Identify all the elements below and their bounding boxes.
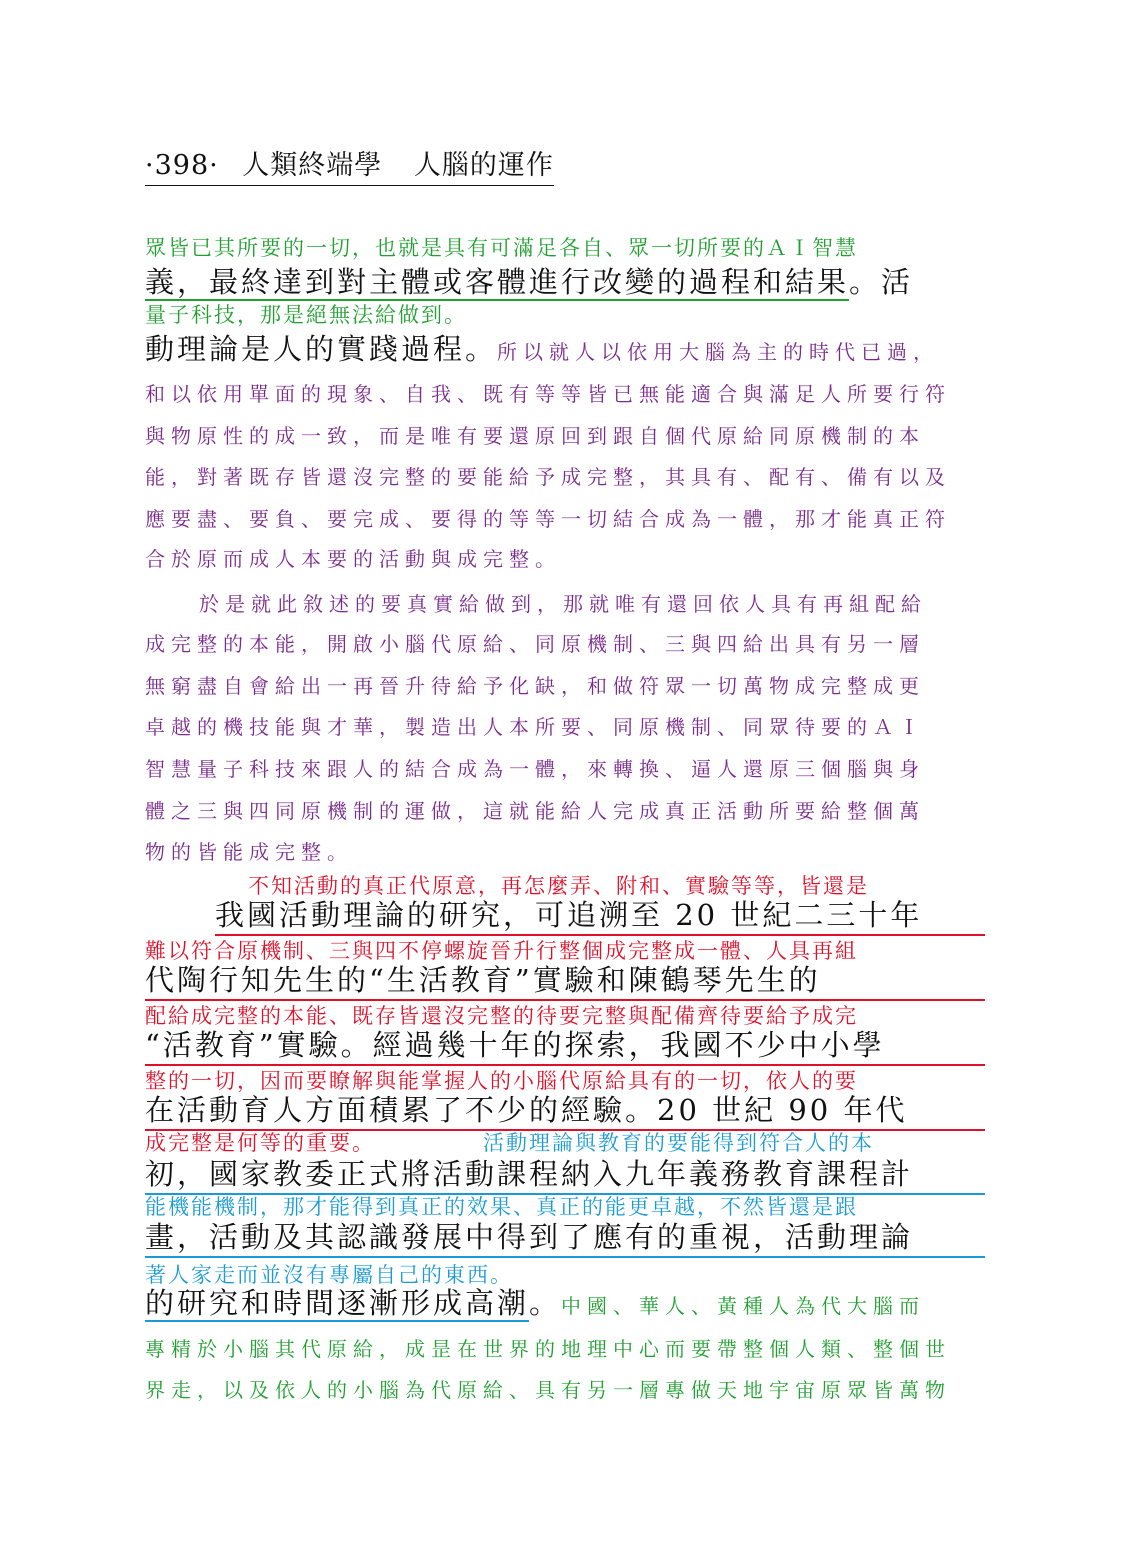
text-fragment: 動理論是人的實踐過程。 bbox=[145, 332, 498, 366]
text-fragment: 所以就人以依用大腦為主的時代已過， bbox=[497, 340, 940, 364]
text-line: 配給成完整的本能、既存皆還沒完整的待要完整與配備齊待要給予成完 bbox=[145, 1004, 858, 1028]
text-fragment: 中國、華人、黃種人為代大腦而 bbox=[561, 1294, 926, 1318]
underlined-text-line: 我國活動理論的研究，可追溯至 20 世紀二三十年 bbox=[215, 893, 985, 936]
underlined-text-line: 初，國家教委正式將活動課程納入九年義務教育課程計 bbox=[145, 1152, 985, 1195]
text-fragment: 成完整是何等的重要。 bbox=[145, 1131, 375, 1155]
text-line: 物的皆能成完整。 bbox=[145, 840, 353, 864]
text-line bbox=[145, 260, 985, 301]
underlined-text-line: 代陶行知先生的“生活教育”實驗和陳鶴琴先生的 bbox=[145, 958, 985, 1001]
text-line: 應要盡、要負、要完成、要得的等等一切結合成為一體，那才能真正符 bbox=[145, 507, 951, 531]
text-line: 整的一切，因而要瞭解與能掌握人的小腦代原給具有的一切，依人的要 bbox=[145, 1069, 858, 1093]
text-line: 能機能機制，那才能得到真正的效果、真正的能更卓越，不然皆還是跟 bbox=[145, 1195, 858, 1219]
text-line: 體之三與四同原機制的運做，這就能給人完成真正活動所要給整個萬 bbox=[145, 799, 925, 823]
underlined-text: 義，最終達到對主體或客體進行改變的過程和結果 bbox=[145, 265, 850, 299]
text-line: 界走，以及依人的小腦為代原給、具有另一層專做天地宇宙原眾皆萬物 bbox=[145, 1378, 951, 1402]
text-line: 量子科技，那是絕無法給做到。 bbox=[145, 303, 467, 327]
text-line: 眾皆已其所要的一切，也就是具有可滿足各自、眾一切所要的ＡＩ智慧 bbox=[145, 236, 858, 260]
text-line: 於是就此敘述的要真實給做到，那就唯有還回依人具有再組配給 bbox=[199, 592, 927, 616]
text-line: 智慧量子科技來跟人的結合成為一體，來轉換、逼人還原三個腦與身 bbox=[145, 757, 925, 781]
underlined-text-line: 畫，活動及其認識發展中得到了應有的重視，活動理論 bbox=[145, 1215, 985, 1258]
text-line: 不知活動的真正代原意，再怎麼弄、附和、實驗等等，皆還是 bbox=[248, 874, 869, 898]
text-line: 卓越的機技能與才華，製造出人本所要、同原機制、同眾待要的ＡＩ bbox=[145, 715, 925, 739]
book-title: 人類終端學 bbox=[242, 150, 383, 181]
page-header bbox=[145, 143, 554, 186]
text-fragment: 。活 bbox=[849, 265, 914, 299]
underlined-text: 的研究和時間逐漸形成高潮 bbox=[145, 1286, 530, 1320]
text-line: 能，對著既存皆還沒完整的要能給予成完整，其具有、配有、備有以及 bbox=[145, 465, 951, 489]
text-fragment: 。 bbox=[529, 1286, 562, 1320]
text-line: 合於原而成人本要的活動與成完整。 bbox=[145, 547, 561, 571]
text-line: 無窮盡自會給出一再晉升待給予化缺，和做符眾一切萬物成完整成更 bbox=[145, 674, 925, 698]
underlined-text-line: “活教育”實驗。經過幾十年的探索，我國不少中小學 bbox=[145, 1023, 985, 1066]
text-line: 難以符合原機制、三與四不停螺旋晉升行整個成完整成一體、人具再組 bbox=[145, 939, 858, 963]
underlined-text-line: 在活動育人方面積累了不少的經驗。20 世紀 90 年代 bbox=[145, 1088, 985, 1131]
text-line: 成完整的本能，開啟小腦代原給、同原機制、三與四給出具有另一層 bbox=[145, 632, 925, 656]
text-line bbox=[145, 327, 985, 368]
page-number: ·398· bbox=[145, 150, 219, 181]
text-line: 和以依用單面的現象、自我、既有等等皆已無能適合與滿足人所要行符 bbox=[145, 382, 951, 406]
text-line bbox=[145, 1281, 985, 1322]
text-line: 與物原性的成一致，而是唯有要還原回到跟自個代原給同原機制的本 bbox=[145, 424, 925, 448]
chapter-title: 人腦的運作 bbox=[413, 150, 554, 181]
text-line: 專精於小腦其代原給，成昰在世界的地理中心而要帶整個人類、整個世 bbox=[145, 1337, 951, 1361]
text-line: 著人家走而並沒有專屬自己的東西。 bbox=[145, 1263, 513, 1287]
text-fragment: 活動理論與教育的要能得到符合人的本 bbox=[483, 1131, 874, 1155]
